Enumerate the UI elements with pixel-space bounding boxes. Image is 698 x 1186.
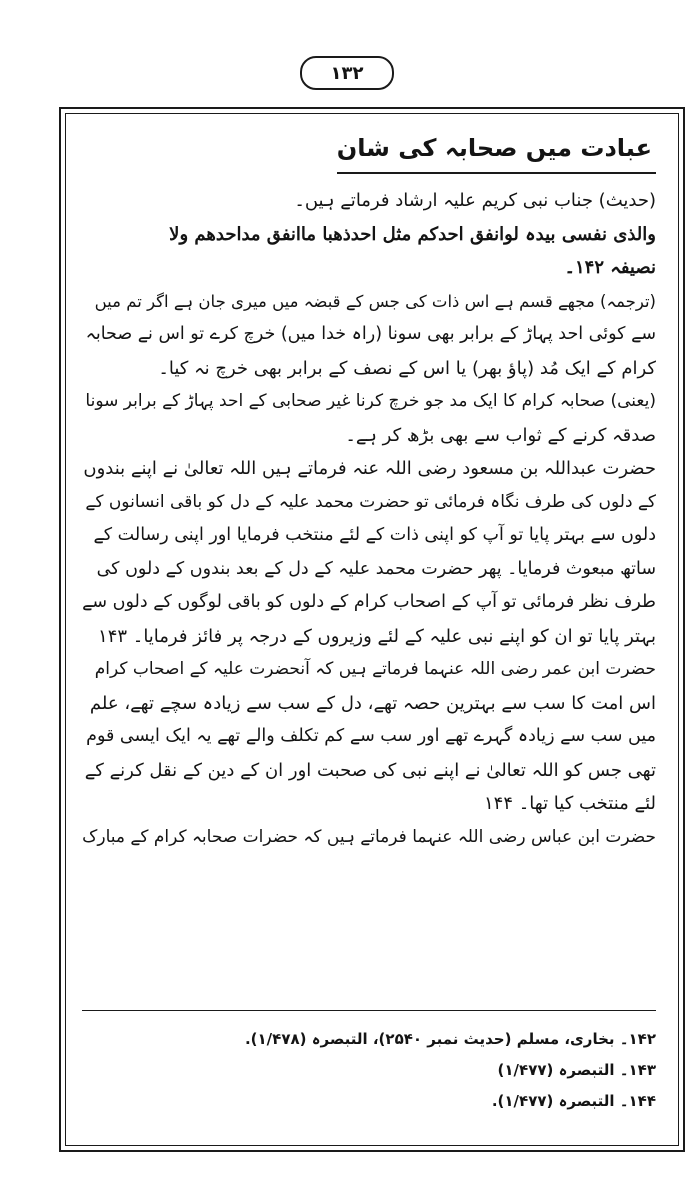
body-line: طرف نظر فرمائی تو آپ کے اصحاب کرام کے دلوں کو باقی لوگوں کے دلوں سے	[82, 592, 656, 612]
footnote: ۱۴۲۔ بخاری، مسلم (حدیث نمبر ۲۵۴۰)، التبصرہ (۱/۴۷۸).	[244, 1030, 656, 1048]
hadith-arabic-line: نصیفہ ۱۴۲۔	[564, 257, 656, 278]
body-line: بہتر پایا تو ان کو اپنے نبی علیہ کے لئے وزیروں کے درجہ پر فائز فرمایا۔ ۱۴۳	[98, 625, 656, 647]
body-line: سے کوئی احد پہاڑ کے برابر بھی سونا (راہ خدا میں) خرچ کرے تو اس نے صحابہ	[85, 324, 656, 344]
body-line: ساتھ مبعوث فرمایا۔ پھر حضرت محمد علیہ کے دل کے بعد بندوں کے دلوں کی	[96, 558, 656, 579]
body-line: کرام کے ایک مُد (پاؤ بھر) یا اس کے نصف کے برابر بھی خرچ نہ کیا۔	[158, 357, 656, 379]
page-number: ۱۳۲	[300, 56, 394, 90]
body-line: (حدیث) جناب نبی کریم علیہ ارشاد فرماتے ہیں۔	[294, 190, 656, 211]
footnote-divider	[82, 1010, 656, 1011]
body-line: حضرت عبداللہ بن مسعود رضی اللہ عنہ فرماتے ہیں اللہ تعالیٰ نے اپنے بندوں	[83, 458, 656, 479]
body-line: تھی جس کو اللہ تعالیٰ نے اپنے نبی کی صحبت اور ان کے دین کے نقل کرنے کے	[84, 759, 656, 781]
body-line: اس امت کا سب سے بہترین حصہ تھے، دل کے سب سے زیادہ سچے تھے، علم	[89, 692, 656, 714]
footnote: ۱۴۴۔ التبصرہ (۱/۴۷۷).	[491, 1092, 656, 1110]
body-line: میں سب سے زیادہ گہرے تھے اور سب سے کم تکلف والے تھے یہ ایک ایسی قوم	[86, 726, 656, 746]
section-heading: عبادت میں صحابہ کی شان	[337, 128, 656, 174]
body-line: صدقہ کرنے کے ثواب سے بھی بڑھ کر ہے۔	[345, 424, 656, 446]
footnote: ۱۴۳۔ التبصرہ (۱/۴۷۷)	[497, 1061, 656, 1079]
body-line: کے دلوں کی طرف نگاہ فرمائی تو حضرت محمد علیہ کے دل کو باقی انسانوں کے	[85, 491, 656, 512]
footnotes	[82, 1024, 656, 1117]
body-line: حضرت ابن عمر رضی اللہ عنہما فرماتے ہیں کہ آنحضرت علیہ کے اصحاب کرام	[94, 659, 656, 679]
body-line: حضرت ابن عباس رضی اللہ عنہما فرماتے ہیں کہ حضرات صحابہ کرام کے مبارک	[82, 826, 656, 847]
hadith-arabic-line: والذی نفسی بیدہ لوانفق احدکم مثل احدذھبا ماانفق مداحدھم ولا	[169, 223, 656, 245]
body-line: (ترجمہ) مجھے قسم ہے اس ذات کی جس کے قبضہ میں میری جان ہے اگر تم میں	[94, 291, 656, 311]
page-content	[82, 128, 656, 1138]
body-line: (یعنی) صحابہ کرام کا ایک مد جو خرچ کرنا غیر صحابی کے احد پہاڑ کے برابر سونا	[85, 391, 656, 411]
body-line: دلوں سے بہتر پایا تو آپ کو اپنی ذات کے لئے منتخب فرمایا اور اپنی رسالت کے	[93, 525, 656, 545]
body-line: لئے منتخب کیا تھا۔ ۱۴۴	[484, 793, 656, 814]
